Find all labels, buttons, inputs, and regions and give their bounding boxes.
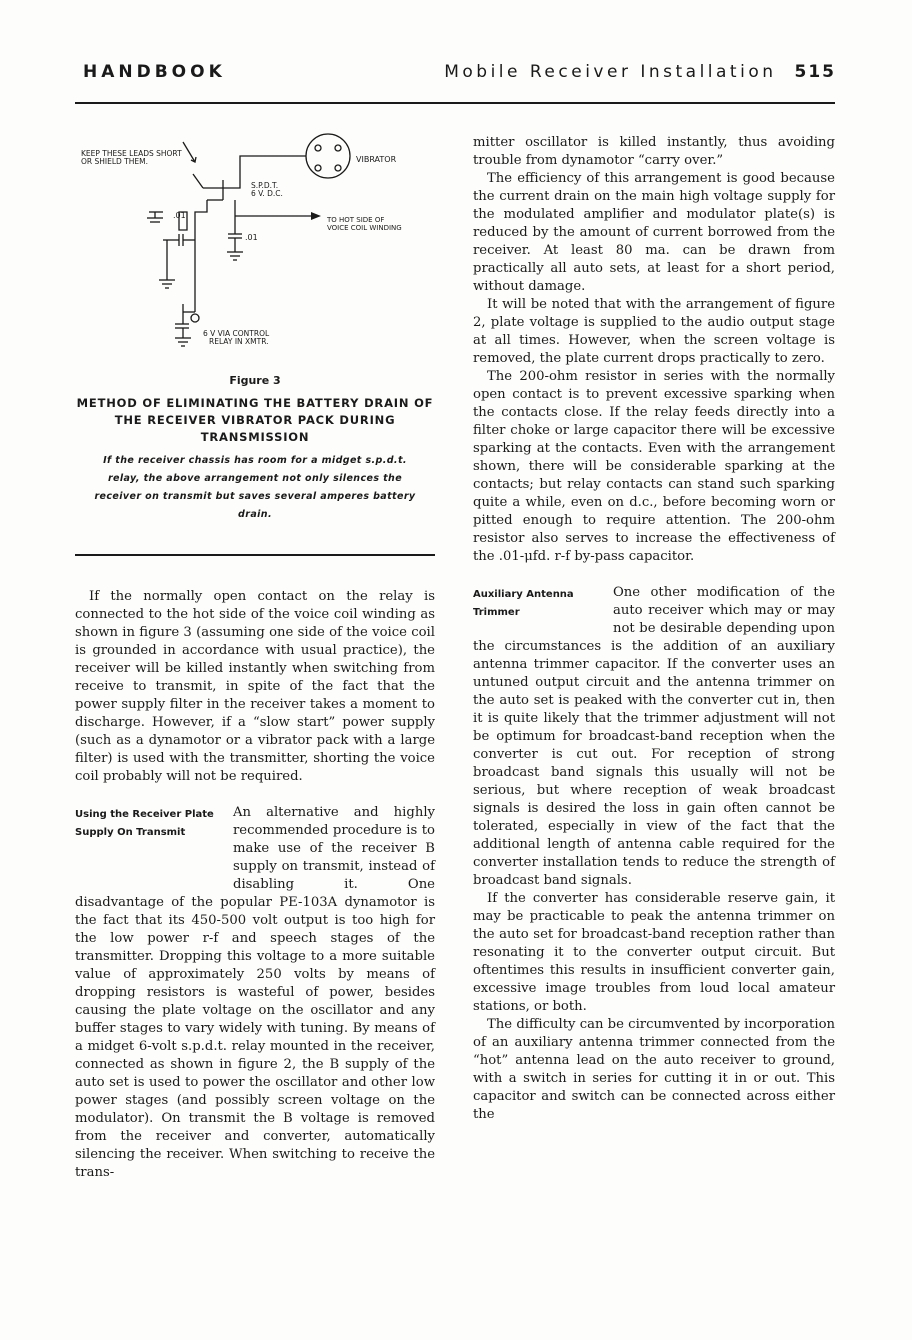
figure-label: Figure 3 [229, 374, 281, 387]
label-keep-leads-1: KEEP THESE LEADS SHORT [81, 149, 182, 158]
figure-title: METHOD OF ELIMINATING THE BATTERY DRAIN OF THE RECEIVER VIBRATOR PACK DURING TRANSMISSION [76, 396, 434, 444]
label-relay-1: S.P.D.T. [251, 181, 279, 190]
figure-caption [75, 374, 435, 524]
paragraph: If the converter has considerable reserve gain, it may be practicable to peak the antenna trimmer on the auto set for broadcast-band reception rather than resonating it to the converter output circuit. But oftentimes this results in insufficient converter gain, excessive image troubles from loud local amateur stations, or both. [473, 891, 835, 1014]
label-cap-right: .01 [245, 233, 258, 242]
label-control-2: RELAY IN XMTR. [209, 337, 269, 346]
running-header-right [444, 62, 836, 82]
paragraph: It will be noted that with the arrangement of figure 2, plate voltage is supplied to the audio output stage at all times. However, when the screen voltage is removed, the plate current drops practically to zero. [473, 297, 835, 366]
paragraph: If the normally open contact on the relay is connected to the hot side of the voice coil winding as shown in figure 3 (assuming one side of the voice coil is grounded in accordance with usual practice), the receiver will be killed instantly when switching from receive to transmit, in spite of the fact that the power supply filter in the receiver takes a moment to discharge. However, if a “slow start” power supply (such as a dynamotor or a vibrator pack with a large filter) is used with the transmitter, shorting the voice coil probably will not be required. [75, 589, 435, 784]
running-header-title: Mobile Receiver Installation [444, 62, 777, 82]
label-voice-coil-2: VOICE COIL WINDING [327, 224, 402, 232]
paragraph: An alternative and highly recommended procedure is to make use of the receiver B supply on transmit, instead of disabling it. One disadvantage of the popular PE-103A dynamotor is the fact that its 450-500 volt output is too high for the low power r-f and speech stages of the transmitter. Dropping this voltage to a more suitable value of approximately 250 volts by means of dropping resistors is wasteful of power, besides causing the plate voltage on the oscillator and any buffer stages to vary widely with tuning. By means of a midget 6-volt s.p.d.t. relay mounted in the receiver, connected as shown in figure 2, the B supply of the auto set is used to power the oscillator and other low power stages (and possibly screen voltage on the modulator). On transmit the B voltage is removed from the receiver and converter, automatically silencing the receiver. When switching to receive the trans- [75, 805, 435, 1180]
paragraph: mitter oscillator is killed instantly, thus avoiding trouble from dynamotor “carry over.” [473, 135, 835, 168]
figure-3-schematic [75, 112, 435, 360]
paragraph: One other modification of the auto receiver which may or may not be desirable depending upon the circumstances is the addition of an auxiliary antenna trimmer capacitor. If the converter uses an untuned output circuit and the antenna trimmer on the auto set is peaked with the converter cut in, then it is quite likely that the trimmer adjustment will not be optimum for broadcast-band reception when the converter is cut out. For reception of strong broadcast band signals this usually will not be serious, but where reception of weak broadcast signals is desired the loss in gain often cannot be tolerated, especially in view of the fact that the additional length of antenna cable required for the converter installation tends to reduce the strength of broadcast band signals. [473, 585, 835, 888]
running-header-left: HANDBOOK [83, 62, 226, 82]
label-control-1: 6 V VIA CONTROL [203, 329, 270, 338]
label-keep-leads-2: OR SHIELD THEM. [81, 157, 149, 166]
figure-description: If the receiver chassis has room for a midget s.p.d.t. relay, the above arrangement not only silences the receiver on transmit but saves several amperes battery drain. [94, 455, 416, 520]
right-column [473, 134, 835, 1124]
label-vibrator: VIBRATOR [356, 155, 397, 164]
label-relay-2: 6 V. D.C. [251, 189, 283, 198]
section-auxiliary-antenna-trimmer [473, 584, 835, 890]
paragraph: The difficulty can be circumvented by incorporation of an auxiliary antenna trimmer connected from the “hot” antenna lead on the auto receiver to ground, with a switch in series for cutting it in or out. This capacitor and switch can be connected across either the [473, 1017, 835, 1122]
figure-rule [75, 554, 435, 556]
section-receiver-plate-supply [75, 804, 435, 1182]
paragraph: The 200-ohm resistor in series with the normally open contact is to prevent excessive sparking when the contacts close. If the relay feeds directly into a filter choke or large capacitor there will be excessive sparking at the contacts. Even with the arrangement shown, there will be considerable sparking at the contacts; but relay contacts can stand such sparking quite a while, even on d.c., before becoming worn or pitted enough to require attention. The 200-ohm resistor also serves to increase the effectiveness of the .01-μfd. r-f by-pass capacitor. [473, 369, 835, 564]
label-voice-coil-1: TO HOT SIDE OF [327, 216, 385, 224]
section-heading: Auxiliary Antenna Trimmer [473, 589, 574, 618]
page-number: 515 [794, 62, 836, 82]
label-cap-left: .01 [173, 211, 186, 220]
header-rule [75, 102, 835, 104]
left-body-text [75, 588, 435, 1182]
paragraph: The efficiency of this arrangement is good because the current drain on the main high voltage supply for the modulated amplifier and modulator plate(s) is reduced by the amount of current borrowed from the receiver. At least 80 ma. can be drawn from practically all auto sets, at least for a short period, without damage. [473, 171, 835, 294]
section-heading: Using the Receiver Plate Supply On Transmit [75, 809, 214, 838]
